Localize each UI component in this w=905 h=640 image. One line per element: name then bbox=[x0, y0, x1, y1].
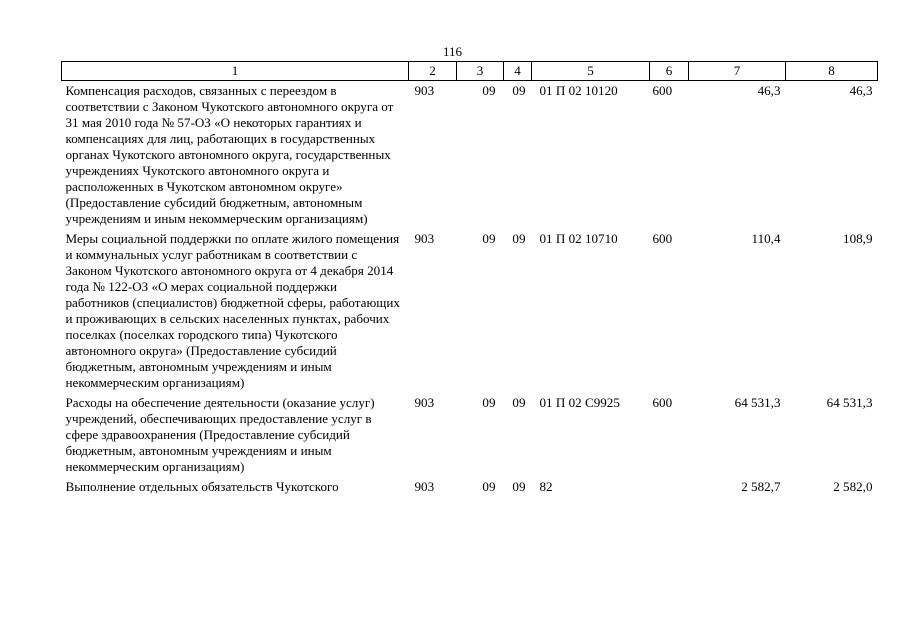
col-header-5: 5 bbox=[532, 62, 650, 81]
col-header-8: 8 bbox=[786, 62, 878, 81]
section-code: 09 bbox=[482, 479, 496, 494]
ministry-code: 903 bbox=[414, 231, 435, 246]
expense-type-code: 600 bbox=[652, 83, 673, 98]
target-article-code: 01 П 02 10710 bbox=[539, 231, 618, 246]
section-code: 09 bbox=[482, 231, 496, 246]
expense-type-code: 600 bbox=[652, 231, 673, 246]
expense-type-code bbox=[650, 477, 689, 497]
col-header-1: 1 bbox=[62, 62, 409, 81]
subsection-code: 09 bbox=[512, 231, 526, 246]
target-article-code: 01 П 02 С9925 bbox=[539, 395, 620, 410]
budget-table bbox=[61, 61, 878, 497]
col-header-2: 2 bbox=[409, 62, 457, 81]
col-header-3: 3 bbox=[457, 62, 504, 81]
col-header-7: 7 bbox=[689, 62, 786, 81]
table-row bbox=[62, 393, 878, 477]
col-header-6: 6 bbox=[650, 62, 689, 81]
row-name: Расходы на обеспечение деятельности (оказание услуг) учреждений, обеспечивающих предоставление услуг в сфере здравоохранения (Предоставление субсидий бюджетным, автономным учреждениям и иным некоммерческим организациям) bbox=[65, 395, 375, 474]
subsection-code: 09 bbox=[512, 395, 526, 410]
row-name: Компенсация расходов, связанных с переездом в соответствии с Законом Чукотского автономного округа от 31 мая 2010 года № 57-ОЗ «О некоторых гарантиях и компенсациях для лиц, работающих в государственных органах Чукотского автономного округа, государственных учреждениях Чукотского автономного округа и расположенных в Чукотском автономном округе» (Предоставление субсидий бюджетным, автономным учреждениям и иным некоммерческим организациям) bbox=[65, 83, 394, 226]
amount-col7: 2 582,7 bbox=[741, 479, 781, 494]
amount-col7: 64 531,3 bbox=[734, 395, 781, 410]
table-row bbox=[62, 81, 878, 230]
col-header-4: 4 bbox=[504, 62, 532, 81]
amount-col8: 64 531,3 bbox=[826, 395, 873, 410]
ministry-code: 903 bbox=[414, 83, 435, 98]
subsection-code: 09 bbox=[512, 83, 526, 98]
subsection-code: 09 bbox=[512, 479, 526, 494]
target-article-code: 82 bbox=[539, 479, 553, 494]
header-row bbox=[62, 62, 878, 81]
section-code: 09 bbox=[482, 395, 496, 410]
table-row bbox=[62, 229, 878, 393]
page-number: 116 bbox=[442, 44, 463, 59]
row-name: Выполнение отдельных обязательств Чукотского bbox=[65, 479, 339, 494]
amount-col8: 46,3 bbox=[849, 83, 873, 98]
ministry-code: 903 bbox=[414, 479, 435, 494]
target-article-code: 01 П 02 10120 bbox=[539, 83, 618, 98]
row-name: Меры социальной поддержки по оплате жилого помещения и коммунальных услуг работникам в соответствии с Законом Чукотского автономного округа от 4 декабря 2014 года № 122-ОЗ «О мерах социальной поддержки работников (специалистов) бюджетной сферы, работающих и проживающих в сельских населенных пунктах, рабочих поселках (поселках городского типа) Чукотского автономного округа» (Предоставление субсидий бюджетным, автономным учреждениям и иным некоммерческим организациям) bbox=[65, 231, 400, 390]
amount-col8: 2 582,0 bbox=[833, 479, 873, 494]
section-code: 09 bbox=[482, 83, 496, 98]
amount-col7: 110,4 bbox=[751, 231, 781, 246]
amount-col8: 108,9 bbox=[843, 231, 873, 246]
amount-col7: 46,3 bbox=[757, 83, 781, 98]
table-row bbox=[62, 477, 878, 497]
expense-type-code: 600 bbox=[652, 395, 673, 410]
ministry-code: 903 bbox=[414, 395, 435, 410]
